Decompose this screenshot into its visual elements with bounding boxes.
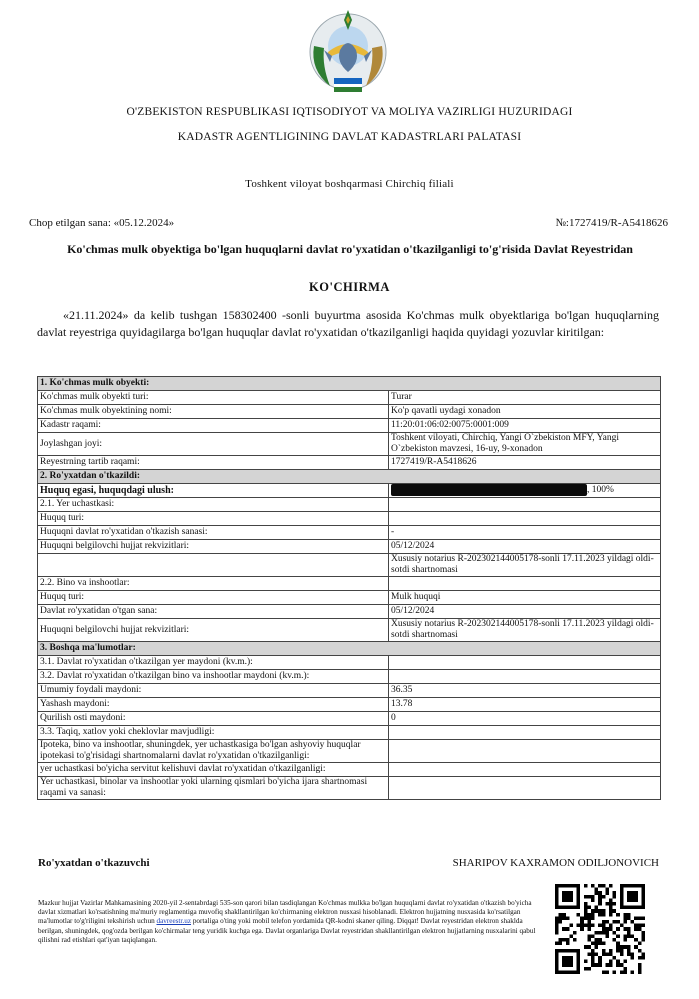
intro-paragraph: «21.11.2024» da kelib tushgan 158302400 -sonli buyurtma asosida Ko'chmas mulk obyektlariga bo'lgan huquqlarning davlat reyestriga quyidagilarga bo'lgan huquqlar davlat ro'yxatidan o'tkazilganligi haqida quyidagi yozuvlar kiritilgan: [37,308,659,339]
table-row [38,405,661,419]
ministry-name-line2: KADASTR AGENTLIGINING DAVLAT KADASTRLARI PALATASI [177,131,522,143]
qr-code-icon[interactable] [555,884,645,974]
table-row [38,656,661,670]
legal-footnote [38,899,538,945]
footnote-text-1: Mazkur hujjat Vazirlar Mahkamasining 2020-yil 2-sentabrdagi 535-son qarori bilan tasdiqlangan Ko'chmas mulkka bo'lgan huquqlarni davlat ro'yxatidan o'tkazish bo'yicha davlat xizmatlari ko'rsatishning ma'muriy reglamentiga muvofiq shakllantirilgan ko'chirmaning elektron nusxasi hisoblanadi. Elektron hujjatning nusxasida ko'rsatilgan ma'lumotlar to'g'riligini tekshirish uchun [38,899,532,926]
section-header [38,642,661,656]
row-value: Ko'p qavatli uydagi xonadon [389,405,661,419]
footnote-text-2: portaliga o'ting yoki mobil telefon yordamida QR-kodni skaner qiling. Diqqat! Davlat reyestridan elektron shaklda berilgan, shuningdek, qog'ozda berilgan ko'chirmalar teng yuridik kuchga ega. Davlat organlariga Davlat reyestridan shakllantirilgan elektron hujjatlarning nusxalarini qabul qilishni rad etishlari qat'iyan taqiqlangan. [38,917,536,944]
table-row [38,605,661,619]
state-emblem-icon [300,6,396,96]
row-value: Xususiy notarius R-202302144005178-sonli 17.11.2023 yildagi oldi-sotdi shartnomasi [389,554,661,577]
table-row [38,540,661,554]
print-date: Chop etilgan sana: «05.12.2024» [29,217,175,229]
row-label: Ipoteka, bino va inshootlar, shuningdek, yer uchastkasiga bo'lgan ashyoviy huquqlar ipotekasi to'g'risidagi shartnomalarni davlat ro'yxatidan o'tkazilganligi: [38,740,389,763]
row-label: Qurilish osti maydoni: [38,712,389,726]
row-value: 0 [389,712,661,726]
row-label: Huquqni belgilovchi hujjat rekvizitlari: [38,540,389,554]
table-row [38,740,661,763]
document-type: KO'CHIRMA [309,280,390,294]
table-row [38,698,661,712]
table-row [38,684,661,698]
row-label: Huquq egasi, huquqdagi ulush: [38,484,389,498]
document-number: №:1727419/R-A5418626 [555,217,668,229]
row-value [389,763,661,777]
row-value [389,484,661,498]
row-label: Joylashgan joyi: [38,433,389,456]
row-label: Yer uchastkasi, binolar va inshootlar yoki ularning qismlari bo'yicha ijara shartnomasi raqami va sanasi: [38,777,389,800]
row-label: Huquq turi: [38,512,389,526]
row-value [389,726,661,740]
branch-name: Toshkent viloyat boshqarmasi Chirchiq filiali [245,178,454,190]
row-label: Huquqni davlat ro'yxatidan o'tkazish sanasi: [38,526,389,540]
section-header [38,377,661,391]
subsection-title: 2.2. Bino va inshootlar: [38,577,389,591]
row-value: Toshkent viloyati, Chirchiq, Yangi O`zbekiston MFY, Yangi O`zbekiston mavzesi, 16-uy, 9-xonadon [389,433,661,456]
row-label: 3.3. Taqiq, xatlov yoki cheklovlar mavjudligi: [38,726,389,740]
table-row [38,433,661,456]
table-row [38,777,661,800]
row-value [389,670,661,684]
row-value: Xususiy notarius R-202302144005178-sonli 17.11.2023 yildagi oldi-sotdi shartnomasi [389,619,661,642]
row-value: 1727419/R-A5418626 [389,456,661,470]
row-label [38,554,389,577]
table-row [38,763,661,777]
row-value: 13.78 [389,698,661,712]
row-label: Kadastr raqami: [38,419,389,433]
row-value: 05/12/2024 [389,605,661,619]
ministry-name-line1: O'ZBEKISTON RESPUBLIKASI IQTISODIYOT VA MOLIYA VAZIRLIGI HUZURIDAGI [126,106,573,118]
row-value: Mulk huquqi [389,591,661,605]
row-label: Huquq turi: [38,591,389,605]
section-title: 1. Ko'chmas mulk obyekti: [38,377,661,391]
row-label: yer uchastkasi bo'yicha servitut kelishuvi davlat ro'yxatidan o'tkazilganligi: [38,763,389,777]
registry-table [37,376,661,800]
row-label: Ko'chmas mulk obyektining nomi: [38,405,389,419]
row-value [389,656,661,670]
section-title: 2. Ro'yxatdan o'tkazildi: [38,470,661,484]
verification-link[interactable]: davreestr.uz [156,917,192,926]
table-row [38,498,661,512]
row-label: Davlat ro'yxatidan o'tgan sana: [38,605,389,619]
registrar-label: Ro'yxatdan o'tkazuvchi [38,857,150,869]
row-value: Turar [389,391,661,405]
table-row [38,526,661,540]
table-row [38,726,661,740]
table-row [38,591,661,605]
table-row [38,577,661,591]
table-row [38,712,661,726]
row-value [389,777,661,800]
table-row [38,456,661,470]
row-value: - [389,526,661,540]
row-label: Reyestrning tartib raqami: [38,456,389,470]
table-row [38,484,661,498]
row-label: Huquqni belgilovchi hujjat rekvizitlari: [38,619,389,642]
table-row [38,554,661,577]
subsection-title: 2.1. Yer uchastkasi: [38,498,389,512]
redacted-owner-name [391,484,587,496]
section-title: 3. Boshqa ma'lumotlar: [38,642,661,656]
table-row [38,619,661,642]
row-label: Ko'chmas mulk obyekti turi: [38,391,389,405]
table-row [38,419,661,433]
section-header [38,470,661,484]
row-value: 11:20:01:06:02:0075:0001:009 [389,419,661,433]
row-label: 3.1. Davlat ro'yxatidan o'tkazilgan yer maydoni (kv.m.): [38,656,389,670]
row-value: 05/12/2024 [389,540,661,554]
registrar-name: SHARIPOV KAXRAMON ODILJONOVICH [452,857,659,869]
row-label: 3.2. Davlat ro'yxatidan o'tkazilgan bino va inshootlar maydoni (kv.m.): [38,670,389,684]
row-label: Yashash maydoni: [38,698,389,712]
document-title: Ko'chmas mulk obyektiga bo'lgan huquqlarni davlat ro'yxatidan o'tkazilganligi to'g'risida Davlat Reyestridan [67,242,633,256]
row-value: 36.35 [389,684,661,698]
owner-share: , 100% [587,485,614,496]
table-row [38,670,661,684]
table-row [38,391,661,405]
table-row [38,512,661,526]
row-label: Umumiy foydali maydoni: [38,684,389,698]
row-value [389,512,661,526]
row-value [389,740,661,763]
